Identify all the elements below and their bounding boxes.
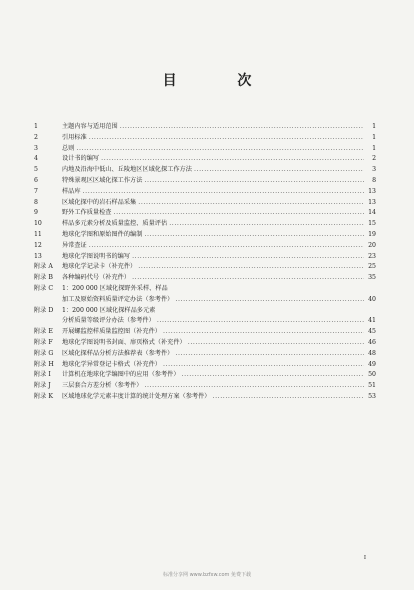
toc-entry-page: 53: [368, 392, 376, 400]
toc-entry-title: 总则: [62, 144, 75, 152]
toc-entry-number: 2: [34, 133, 38, 141]
toc-entry-number: 11: [34, 230, 42, 238]
dot-leader: [182, 370, 364, 381]
dot-leader: [114, 208, 365, 219]
toc-entry-page: 1: [372, 123, 376, 130]
dot-leader: [157, 316, 364, 327]
dot-leader: [188, 338, 364, 349]
toc-entry-number: 附录 I: [34, 371, 51, 379]
toc-entry-title: 地球化学异常登记卡格式（补充件）: [62, 360, 161, 368]
toc-entry[interactable]: [34, 284, 376, 295]
toc-entry-page: 49: [368, 360, 376, 368]
toc-entry-page: 41: [368, 317, 376, 325]
toc-entry-title: 1：200 000 区域化探野外采样、样品: [62, 284, 168, 292]
toc-entry-title: 区域化探样品分析方法推荐表（参考件）: [62, 349, 174, 357]
toc-entry-page: 45: [368, 328, 376, 336]
toc-entry[interactable]: [34, 133, 376, 144]
dot-leader: [76, 144, 364, 155]
toc-entry-page: 50: [368, 371, 376, 379]
toc-entry[interactable]: [34, 316, 376, 327]
dot-leader: [175, 349, 364, 360]
dot-leader: [163, 327, 364, 338]
toc-entry-page: 8: [372, 176, 376, 184]
toc-entry-number: 4: [34, 155, 38, 163]
toc-entry[interactable]: [34, 327, 376, 338]
toc-entry[interactable]: [34, 122, 376, 133]
toc-entry-title: 开展螺监控样质量监控图（补充件）: [62, 328, 161, 336]
dot-leader: [101, 154, 364, 165]
toc-entry-number: 10: [34, 220, 42, 228]
dot-leader: [132, 273, 364, 284]
toc-entry-page: 2: [372, 155, 376, 163]
dot-leader: [163, 360, 364, 371]
toc-entry-title: 三层套合方差分析（参考件）: [62, 382, 143, 390]
dot-leader: [144, 176, 364, 187]
toc-entry[interactable]: [34, 349, 376, 360]
table-of-contents: [34, 122, 376, 403]
toc-entry-page: 14: [368, 209, 376, 217]
toc-entry-number: 1: [34, 123, 38, 130]
watermark-text: 标准分享网 www.bzfxw.com 免费下载: [163, 572, 251, 578]
toc-entry[interactable]: [34, 154, 376, 165]
toc-entry-number: 附录 H: [34, 360, 54, 368]
toc-entry-page: 3: [372, 166, 376, 174]
dot-leader: [213, 392, 365, 403]
toc-entry-title: 样品库: [62, 187, 81, 195]
toc-entry[interactable]: [34, 230, 376, 241]
toc-entry[interactable]: [34, 187, 376, 198]
toc-entry-page: 25: [368, 263, 376, 271]
toc-entry[interactable]: [34, 144, 376, 155]
dot-leader: [138, 198, 364, 209]
toc-entry-number: 7: [34, 187, 38, 195]
toc-entry-number: 附录 C: [34, 284, 54, 292]
toc-entry-page: 19: [368, 230, 376, 238]
dot-leader: [83, 187, 364, 198]
toc-entry[interactable]: [34, 165, 376, 176]
toc-entry[interactable]: [34, 392, 376, 403]
toc-entry-page: 40: [368, 295, 376, 303]
dot-leader: [132, 252, 364, 263]
toc-entry-number: 附录 K: [34, 392, 53, 400]
toc-entry[interactable]: [34, 241, 376, 252]
toc-entry[interactable]: [34, 176, 376, 187]
toc-entry-page: 20: [368, 241, 376, 249]
dot-leader: [144, 230, 364, 241]
toc-entry-title: 加工及原始资料质量评定办法（参考件）: [62, 295, 174, 303]
dot-leader: [169, 219, 364, 230]
toc-entry-number: 5: [34, 166, 38, 174]
toc-entry-title: 设计书的编写: [62, 155, 100, 163]
toc-entry-title: 野外工作质量检查: [62, 209, 112, 217]
toc-entry-title: 区域化探中的岩石样品采集: [62, 198, 137, 206]
toc-entry[interactable]: [34, 338, 376, 349]
toc-entry-number: 附录 J: [34, 382, 51, 390]
toc-entry-number: 9: [34, 209, 38, 217]
toc-entry-title: 1：200 000 区域化探样品多元素: [62, 306, 156, 314]
toc-entry-page: 35: [368, 274, 376, 282]
dot-leader: [138, 262, 364, 273]
dot-leader: [89, 241, 364, 252]
dot-leader: [89, 133, 364, 144]
toc-entry-page: 15: [368, 220, 376, 228]
toc-entry-page: 13: [368, 198, 376, 206]
toc-entry[interactable]: [34, 252, 376, 263]
toc-entry-number: 附录 A: [34, 263, 53, 271]
toc-entry-number: 附录 D: [34, 306, 54, 314]
toc-entry-number: 附录 F: [34, 338, 53, 346]
toc-entry-page: 13: [368, 187, 376, 195]
toc-entry-title: 引用标准: [62, 133, 87, 141]
toc-entry[interactable]: [34, 208, 376, 219]
toc-entry-title: 地球化学图和原始图件的编制: [62, 230, 143, 238]
toc-entry-number: 6: [34, 176, 38, 184]
toc-entry-title: 地球化学图说明书封面、扉页格式（补充件）: [62, 338, 186, 346]
toc-entry-title: 样品多元素分析及质量监控、质量评估: [62, 220, 168, 228]
toc-entry-title: 主题内容与适用范围: [62, 123, 118, 130]
toc-entry[interactable]: [34, 273, 376, 284]
toc-entry-title: 地球化学记录卡（补充件）: [62, 263, 137, 271]
toc-entry-title: 特殊景观区区域化探工作方法: [62, 176, 143, 184]
toc-entry[interactable]: [34, 262, 376, 273]
toc-entry-title: 地球化学图说明书的编写: [62, 252, 131, 260]
dot-leader: [194, 165, 364, 176]
toc-entry[interactable]: [34, 306, 376, 317]
toc-entry-page: 23: [368, 252, 376, 260]
toc-entry-number: 13: [34, 252, 42, 260]
toc-entry-page: 48: [368, 349, 376, 357]
toc-entry-page: 1: [372, 144, 376, 152]
toc-entry-title: 分析质量等级评分办法（参考件）: [62, 317, 155, 325]
toc-entry[interactable]: [34, 219, 376, 230]
toc-entry-number: 附录 B: [34, 274, 53, 282]
toc-entry[interactable]: [34, 295, 376, 306]
toc-entry[interactable]: [34, 360, 376, 371]
toc-entry-title: 区域地球化学元素丰度计算的统计处理方案（参考件）: [62, 392, 211, 400]
toc-entry[interactable]: [34, 381, 376, 392]
toc-entry-number: 附录 G: [34, 349, 54, 357]
page-number: I: [363, 555, 366, 561]
toc-entry-page: 1: [372, 133, 376, 141]
dot-leader: [120, 122, 364, 133]
toc-entry-page: 51: [368, 382, 376, 390]
toc-entry-title: 计算机在地球化学编图中的应用（参考件）: [62, 371, 180, 379]
toc-entry[interactable]: [34, 198, 376, 209]
toc-entry[interactable]: [34, 370, 376, 381]
toc-entry-number: 附录 E: [34, 328, 53, 336]
toc-entry-page: 46: [368, 338, 376, 346]
page-title: 目 次: [162, 73, 280, 89]
toc-entry-title: 内地及沿海中低山、丘陵地区区域化探工作方法: [62, 166, 192, 174]
toc-entry-title: 各种编码代号（补充件）: [62, 274, 131, 282]
toc-entry-number: 8: [34, 198, 38, 206]
dot-leader: [144, 381, 364, 392]
toc-entry-title: 异常查证: [62, 241, 87, 249]
toc-entry-number: 3: [34, 144, 38, 152]
toc-entry-number: 12: [34, 241, 42, 249]
dot-leader: [175, 295, 364, 306]
